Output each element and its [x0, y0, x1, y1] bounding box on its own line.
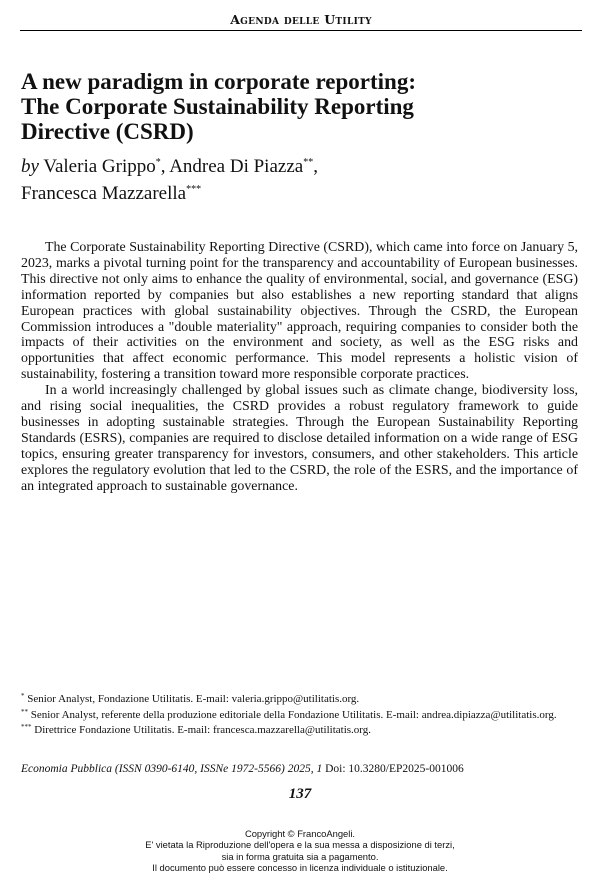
footnote-mark: *** [21, 723, 32, 732]
footnote-text: Direttrice Fondazione Utilitatis. E-mail: francesca.mazzarella@utilitatis.org. [34, 724, 371, 737]
author-mark: ** [303, 157, 314, 168]
running-header: Agenda delle Utility [20, 12, 582, 31]
footnote-text: Senior Analyst, referente della produzione editoriale della Fondazione Utilitatis. E-mail: andrea.dipiazza@utilitatis.org. [30, 708, 557, 721]
doi: Doi: 10.3280/EP2025-001006 [325, 763, 464, 775]
copyright-line: Copyright © FrancoAngeli. [244, 828, 356, 839]
title-line: A new paradigm in corporate reporting: [21, 69, 417, 94]
footnote [21, 690, 578, 706]
author-mark: * [155, 157, 161, 168]
abstract-paragraph: The Corporate Sustainability Reporting Directive (CSRD), which came into force on January 5, 2023, marks a pivotal turning point for the transparency and accountability of European businesses. This directive not only aims to enhance the quality of environmental, social, and governance (ESG) information reported by companies but also establishes a new reporting standard that aligns European practices with global sustainability objectives. Through the CSRD, the European Commission introduces a "double materiality" approach, requiring companies to consider both the impacts of their activities on the environment and society, as well as the ESG risks and opportunities that affect economic performance. This model represents a holistic vision of sustainability, fostering a transition toward more responsible corporate practices. [21, 240, 578, 383]
copyright-line: Il documento può essere concesso in licenza individuale o istituzionale. [152, 861, 448, 873]
author-list: by Valeria Grippo*, Andrea Di Piazza**, Francesca Mazzarella*** [21, 156, 318, 204]
copyright-line: sia in forma gratuita sia a pagamento. [221, 850, 379, 862]
author-name: Francesca Mazzarella [21, 183, 187, 204]
author-mark: *** [186, 184, 202, 195]
abstract-paragraph: In a world increasingly challenged by global issues such as climate change, biodiversity loss, and rising social inequalities, the CSRD provides a robust regulatory framework to guide businesses in adopting sustainable strategies. Through the European Sustainability Reporting Standards (ESRS), companies are required to disclose detailed information on a wide range of ESG topics, ensuring greater transparency for investors, consumers, and other stakeholders. This article explores the regulatory evolution that led to the CSRD, the role of the ESRS, and the importance of an integrated approach to sustainable governance. [21, 383, 578, 494]
footnotes [21, 690, 578, 737]
footnote-mark: * [21, 692, 25, 700]
title-line: Directive (CSRD) [21, 119, 194, 144]
author-name: Valeria Grippo [43, 156, 156, 177]
footnote [21, 721, 578, 737]
author-name: Andrea Di Piazza [169, 156, 304, 177]
footnote [21, 706, 578, 722]
page-number: 137 [288, 786, 312, 802]
abstract [21, 240, 578, 495]
footnote-text: Senior Analyst, Fondazione Utilitatis. E-mail: valeria.grippo@utilitatis.org. [27, 693, 360, 705]
copyright-notice [0, 828, 600, 873]
journal-name: Economia Pubblica (ISSN 0390-6140, ISSNe 1972-5566) 2025, 1 [21, 763, 323, 775]
journal-citation [21, 763, 581, 775]
footnote-mark: ** [21, 707, 28, 716]
title-line: The Corporate Sustainability Reporting [21, 94, 414, 119]
by-label: by [21, 156, 39, 177]
article-title [21, 69, 581, 144]
copyright-line: E' vietata la Riproduzione dell'opera e la sua messa a disposizione di terzi, [145, 839, 455, 851]
